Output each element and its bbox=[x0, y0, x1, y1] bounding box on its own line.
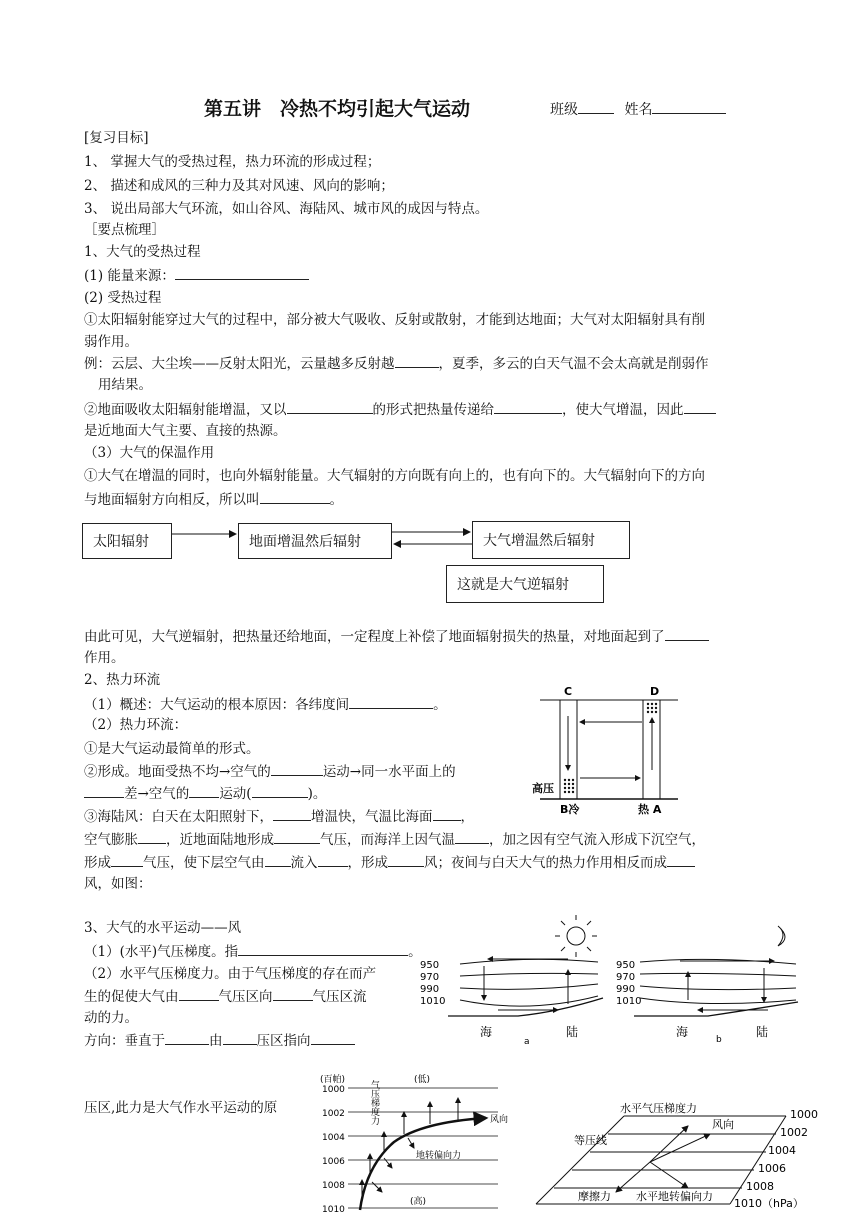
high-label: (高) bbox=[410, 1197, 427, 1207]
s2-l4-blank[interactable] bbox=[271, 761, 323, 776]
name-label: 姓名 bbox=[624, 102, 653, 118]
isobar-label: 等压线 bbox=[574, 1134, 607, 1147]
s2-l7-b: ，近地面陆地形成 bbox=[166, 832, 274, 848]
insulation-title: （3）大气的保温作用 bbox=[84, 445, 215, 461]
plane-coriolis-label: 水平地转偏向力 bbox=[636, 1190, 713, 1203]
s2-l6-blank1[interactable] bbox=[273, 806, 311, 821]
dots-B bbox=[564, 779, 574, 793]
s3-line1 bbox=[84, 941, 422, 962]
section1-title: 1、大气的受热过程 bbox=[84, 244, 201, 260]
plane-diagram bbox=[528, 1094, 852, 1212]
s2-line4 bbox=[84, 761, 456, 782]
wind-level-1000: 1000 bbox=[322, 1085, 345, 1095]
s3-l1-blank[interactable] bbox=[238, 941, 408, 956]
s2-line9: 风，如图： bbox=[84, 876, 152, 892]
wind-unit: (百帕) bbox=[320, 1075, 346, 1085]
s3-l5-a: 方向：垂直于 bbox=[84, 1033, 165, 1049]
energy-source-label: (1) 能量来源： bbox=[84, 268, 175, 284]
s2-l8-blank1[interactable] bbox=[111, 852, 143, 867]
s3-l3-a: 生的促使大气由 bbox=[84, 989, 179, 1005]
review-item: 1、 掌握大气的受热过程，热力环流的形成过程； bbox=[84, 154, 381, 170]
s3-l5-blank2[interactable] bbox=[223, 1030, 257, 1045]
plane-wind-label: 风向 bbox=[712, 1118, 734, 1131]
s2-l8-blank5[interactable] bbox=[667, 852, 695, 867]
caption-b: b bbox=[716, 1035, 722, 1045]
s2-l7-blank3[interactable] bbox=[455, 829, 489, 844]
para-solar-a: ①太阳辐射能穿过大气的过程中，部分被大气吸收、反射或散射，才能到达地面；大气对太阳辐射具有削 bbox=[84, 312, 705, 328]
s2-l4-a: ②形成。地面受热不均→空气的 bbox=[84, 764, 271, 780]
s2-l8-c: 流入 bbox=[290, 855, 318, 871]
section2-title: 2、热力环流 bbox=[84, 672, 161, 688]
moon-icon bbox=[778, 926, 785, 946]
s2-l7-d: ，加之因有空气流入形成下沉空气， bbox=[489, 832, 705, 848]
s3-l3-c: 气压区流 bbox=[312, 989, 367, 1005]
circulation-diagram bbox=[530, 682, 690, 818]
plane-level-1004: 1004 bbox=[768, 1144, 796, 1157]
s2-l1-text: （1）概述：大气运动的根本原因：各纬度间 bbox=[84, 697, 350, 713]
s3-l5-c: 压区指向 bbox=[256, 1033, 311, 1049]
s3-line5 bbox=[84, 1030, 355, 1051]
label-A: 热 A bbox=[638, 803, 662, 816]
panel-b bbox=[634, 959, 798, 1016]
s2-l8-blank3[interactable] bbox=[318, 852, 348, 867]
s2-l1-blank[interactable] bbox=[349, 694, 433, 709]
review-heading: [复习目标] bbox=[84, 130, 149, 146]
insulation-end: 。 bbox=[329, 492, 343, 508]
s2-l8-blank4[interactable] bbox=[388, 852, 424, 867]
after-flow-cont: 作用。 bbox=[84, 650, 125, 666]
example-text-a: 例：云层、大尘埃——反射太阳光，云量越多反射越 bbox=[84, 356, 395, 372]
s2-l6-c: ， bbox=[460, 809, 474, 825]
flow-box-atmosphere: 大气增温然后辐射 bbox=[472, 521, 630, 559]
label-high: 高压 bbox=[532, 782, 554, 795]
points-heading: ［要点梳理］ bbox=[84, 222, 165, 238]
s2-l7-a: 空气膨胀 bbox=[84, 832, 138, 848]
insulation-para-a: ①大气在增温的同时，也向外辐射能量。大气辐射的方向既有向上的，也有向下的。大气辐射向下的方向 bbox=[84, 468, 705, 484]
level-a-990: 990 bbox=[420, 984, 440, 995]
after-flow-blank[interactable] bbox=[665, 626, 709, 641]
s3-l5-b: 由 bbox=[209, 1033, 223, 1049]
s2-line3: ①是大气运动最简单的形式。 bbox=[84, 741, 260, 757]
section3-title: 3、大气的水平运动——风 bbox=[84, 920, 242, 936]
s2-l6-b: 增温快，气温比海面 bbox=[311, 809, 433, 825]
low-label: (低) bbox=[414, 1075, 431, 1085]
s2-l5-blank3[interactable] bbox=[252, 783, 308, 798]
level-b-970: 970 bbox=[616, 972, 636, 983]
caption-a: a bbox=[524, 1037, 530, 1047]
plane-level-1000: 1000 bbox=[790, 1108, 818, 1121]
example-text-b: ，夏季，多云的白天气温不会太高就是削弱作 bbox=[438, 356, 709, 372]
wind-diagram bbox=[318, 1070, 518, 1214]
level-b-950: 950 bbox=[616, 960, 636, 971]
s3-line3 bbox=[84, 986, 367, 1007]
s2-l7-blank2[interactable] bbox=[274, 829, 320, 844]
ground-text-c: ，使大气增温，因此 bbox=[562, 402, 684, 418]
example-cont: 用结果。 bbox=[98, 377, 152, 393]
ground-text-a: ②地面吸收太阳辐射能增温，又以 bbox=[84, 402, 287, 418]
plane-level-1010: 1010（hPa） bbox=[734, 1197, 804, 1210]
review-item: 2、 描述和成风的三种力及其对风速、风向的影响； bbox=[84, 178, 394, 194]
page-title: 第五讲 冷热不均引起大气运动 bbox=[204, 98, 471, 120]
wind-level-1006: 1006 bbox=[322, 1157, 345, 1167]
s2-l8-d: ，形成 bbox=[347, 855, 388, 871]
plane-title: 水平气压梯度力 bbox=[620, 1102, 697, 1115]
level-a-1010: 1010 bbox=[420, 996, 446, 1007]
review-item: 3、 说出局部大气环流，如山谷风、海陆风、城市风的成因与特点。 bbox=[84, 201, 489, 217]
s2-l8-b: 气压，使下层空气由 bbox=[143, 855, 265, 871]
s2-line2: （2）热力环流： bbox=[84, 717, 188, 733]
plane-level-1006: 1006 bbox=[758, 1162, 786, 1175]
s2-l5-c: )。 bbox=[307, 786, 327, 802]
pg-label: 气压梯度力 bbox=[369, 1080, 379, 1125]
after-flow-text: 由此可见，大气逆辐射，把热量还给地面，一定程度上补偿了地面辐射损失的热量，对地面起到了 bbox=[84, 629, 665, 645]
ground-text-b: 的形式把热量传递给 bbox=[372, 402, 494, 418]
s2-line1 bbox=[84, 694, 447, 715]
s3-l3-blank2[interactable] bbox=[273, 986, 313, 1001]
level-a-950: 950 bbox=[420, 960, 440, 971]
s2-l5-a: 差→空气的 bbox=[124, 786, 190, 802]
wind-dir-label: 风向 bbox=[490, 1115, 509, 1125]
s3-l3-b: 气压区向 bbox=[218, 989, 273, 1005]
s2-l7-blank1[interactable] bbox=[138, 829, 166, 844]
label-C: C bbox=[564, 685, 573, 698]
s3-l5-blank3[interactable] bbox=[311, 1030, 355, 1045]
ground-para-cont: 是近地面大气主要、直接的热源。 bbox=[84, 423, 287, 439]
s2-line8 bbox=[84, 852, 695, 873]
friction-label: 摩擦力 bbox=[578, 1190, 611, 1203]
wind-level-1010: 1010 bbox=[322, 1205, 345, 1214]
flow-box-counter: 这就是大气逆辐射 bbox=[446, 565, 604, 603]
flow-box-solar: 太阳辐射 bbox=[82, 523, 172, 559]
level-b-1010: 1010 bbox=[616, 996, 642, 1007]
wind-level-1002: 1002 bbox=[322, 1109, 345, 1119]
sea-a: 海 bbox=[480, 1025, 493, 1039]
s2-l6-blank2[interactable] bbox=[433, 806, 461, 821]
level-a-970: 970 bbox=[420, 972, 440, 983]
s2-l6-a: ③海陆风：白天在太阳照射下， bbox=[84, 809, 273, 825]
after-flow-line bbox=[84, 626, 709, 647]
coriolis-label: 地转偏向力 bbox=[416, 1151, 462, 1161]
sea-b: 海 bbox=[676, 1025, 689, 1039]
plane-level-1008: 1008 bbox=[746, 1180, 774, 1193]
land-a: 陆 bbox=[566, 1025, 579, 1039]
s2-l4-b: 运动→同一水平面上的 bbox=[322, 764, 456, 780]
s3-l1-text: （1）(水平)气压梯度。指 bbox=[84, 944, 239, 960]
s2-line7 bbox=[84, 829, 705, 850]
s3-l1-end: 。 bbox=[408, 944, 422, 960]
sea-land-diagram bbox=[418, 912, 808, 1068]
flow-box-ground: 地面增温然后辐射 bbox=[238, 523, 392, 559]
label-D: D bbox=[650, 685, 660, 698]
s3-line2: （2）水平气压梯度力。由于气压梯度的存在而产 bbox=[84, 966, 377, 982]
land-b: 陆 bbox=[756, 1025, 769, 1039]
s2-l8-blank2[interactable] bbox=[265, 852, 291, 867]
para-solar-b: 弱作用。 bbox=[84, 334, 138, 350]
s2-l7-c: 气压，而海洋上因气温 bbox=[320, 832, 455, 848]
s2-line6 bbox=[84, 806, 474, 827]
class-label: 班级 bbox=[550, 102, 578, 118]
s2-line5 bbox=[84, 783, 326, 804]
panel-a bbox=[448, 959, 603, 1016]
sun-icon bbox=[555, 915, 597, 957]
s2-l5-b: 运动( bbox=[219, 786, 252, 802]
level-b-990: 990 bbox=[616, 984, 636, 995]
s3-line6: 压区,此力是大气作水平运动的原 bbox=[84, 1100, 278, 1116]
s3-l3-blank1[interactable] bbox=[179, 986, 219, 1001]
heating-process-title: (2) 受热过程 bbox=[84, 290, 162, 306]
dots-D bbox=[647, 703, 657, 713]
s3-l5-blank1[interactable] bbox=[165, 1030, 209, 1045]
plane-level-1002: 1002 bbox=[780, 1126, 808, 1139]
insulation-text: 与地面辐射方向相反，所以叫 bbox=[84, 492, 260, 508]
s3-line4: 动的力。 bbox=[84, 1010, 138, 1026]
s2-l5-blank2[interactable] bbox=[189, 783, 219, 798]
s2-l5-blank1[interactable] bbox=[84, 783, 124, 798]
label-B: B冷 bbox=[560, 803, 580, 816]
wind-level-1008: 1008 bbox=[322, 1181, 345, 1191]
s2-l1-end: 。 bbox=[433, 697, 447, 713]
wind-level-1004: 1004 bbox=[322, 1133, 345, 1143]
s2-l8-e: 风；夜间与白天大气的热力作用相反而成 bbox=[424, 855, 667, 871]
s2-l8-a: 形成 bbox=[84, 855, 111, 871]
